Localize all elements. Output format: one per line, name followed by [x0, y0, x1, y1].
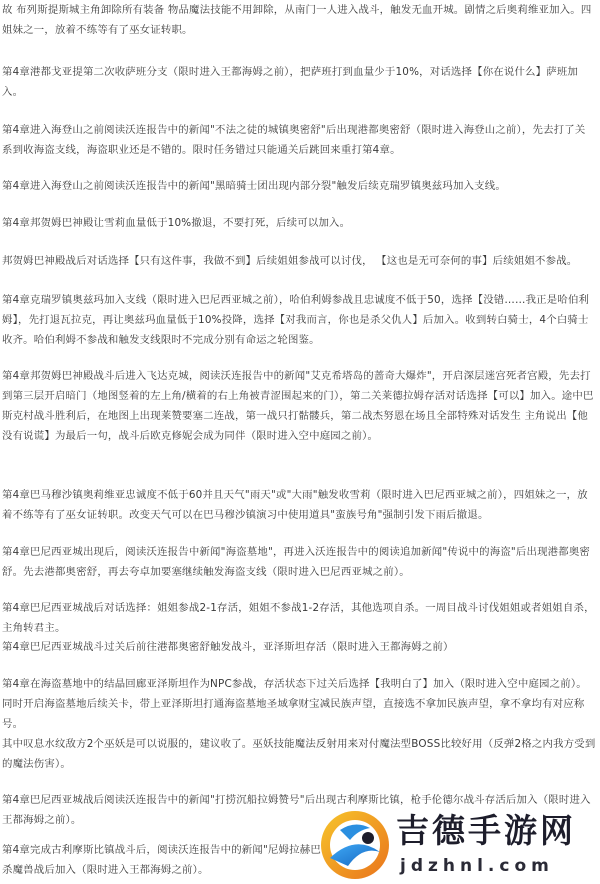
paragraph-15: 第4章完成古利摩斯比镇战斗后，阅读沃连报告中的新闻"尼姆拉赫巴 杀魔兽战后加入（限时进入王都海姆之前）。 — [2, 844, 321, 876]
paragraph-10: 第4章巴尼西亚城出现后，阅读沃连报告中新闻"海盗墓地"，再进入沃连报告中的阅读追加新闻"传说中的海盗"后出现港都奥密舒。先去港都奥密舒，再去夸卓加要塞继续触发海盗支线（限时进入巴尼西亚城之前）。 — [2, 546, 591, 578]
paragraph-11: 第4章巴尼西亚城战后对话选择：姐姐参战2-1存活，姐姐不参战1-2存活，其他选项自杀。一周目战斗讨伐姐姐或者姐姐自杀，主角转君主。 — [2, 602, 595, 634]
paragraph-8: 第4章邦贺姆巴神殿战斗后进入飞达克城，阅读沃连报告中的新闻"艾克希塔岛的蔷奇大爆炸"，开启深层迷宫死者宫殿，先去打到第三层开启暗门（地图竖着的左上角/横着的右上角被青涩围起来的门），第二关莱德拉姆存活对话选择【可以】加入。途中巴斯克村战斗胜利后，在地图上出现莱赞要塞二连战，第一战只打骷髅兵，第二战杰努恩在场且全部特殊对话发生 主角说出【他没有说谎】为最后一句，战斗后欧克修妮会成为同伴（限时进入空中庭园之前）。 — [2, 370, 594, 442]
paragraph-12: 第4章巴尼西亚城战斗过关后前往港都奥密舒触发战斗，亚泽斯坦存活（限时进入王都海姆之前） — [2, 641, 454, 653]
paragraph-3: 第4章进入海登山之前阅读沃连报告中的新闻"不法之徒的城镇奥密舒"后出现港都奥密舒（限时进入海登山之前），先去打了关系到收海盗支线，海盗职业还是不错的。限时任务错过只能通关后跳回来重打第4章。 — [2, 124, 586, 156]
paragraph-6: 邦贺姆巴神殿战后对话选择【只有这件事，我做不到】后续姐姐参战可以讨伐， 【这也是无可奈何的事】后续姐姐不参战。 — [2, 255, 578, 267]
paragraph-7: 第4章克瑞罗镇奥兹玛加入支线（限时进入巴尼西亚城之前），哈伯利姆参战且忠诚度不低于50，选择【没错……我正是哈伯利姆】，先打退瓦拉克，再让奥兹玛血量低于10%投降，选择【对我而言，你也是杀父仇人】后加入。收到转白骑士，4个白骑士收齐。哈伯利姆不参战和触发支线限时不完成分别有命运之轮图鉴。 — [2, 294, 590, 346]
paragraph-9: 第4章巴马穆沙镇奥莉维亚忠诚度不低于60并且天气"雨天"或"大雨"触发收雪莉（限时进入巴尼西亚城之前），四姐妹之一，放着不练等有了巫女证转职。改变天气可以在巴马穆沙镇演习中使用道具"蛮族号角"强制引发下雨后撤退。 — [2, 489, 588, 521]
paragraph-13: 第4章在海盗墓地中的结晶回廊亚泽斯坦作为NPC参战，存活状态下过关后选择【我明白了】加入（限时进入空中庭园之前）。同时开启海盗墓地后续关卡，带上亚泽斯坦打通海盗墓地圣域拿财宝减民族声望，直接选不拿加民族声望，拿不拿均有对应称号。 其中叹息水纹敌方2个巫妖是可以说服的，建议收了。巫妖技能魔法反射用来对付魔法型BOSS比较好用（反弹2格之内我方受到的魔法伤害）。 — [2, 678, 596, 770]
paragraph-4: 第4章进入海登山之前阅读沃连报告中的新闻"黑暗骑士团出现内部分裂"触发后续克瑞罗镇奥兹玛加入支线。 — [2, 180, 506, 192]
watermark-url: jdzhnl.com — [400, 856, 554, 876]
watermark-site-name: 吉德手游网 — [396, 811, 576, 850]
paragraph-2: 第4章港都戈亚提第二次收萨班分支（限时进入王都海姆之前），把萨班打到血量少于10%，对话选择【你在说什么】萨班加入。 — [2, 66, 579, 98]
paragraph-14: 第4章巴尼西亚城战后阅读沃连报告中的新闻"打捞沉船拉姆赞号"后出现古利摩斯比镇，枪手伦德尔战斗存活后加入（限时进入王都海姆之前）。 — [2, 794, 591, 826]
site-watermark — [318, 806, 600, 884]
jide-logo-icon — [318, 808, 392, 882]
paragraph-1: 故 布列斯提斯城主角卸除所有装备 物品魔法技能不用卸除，从南门一人进入战斗，触发无血开城。剧情之后奥莉维亚加入。四姐妹之一，放着不练等有了巫女证转职。 — [2, 4, 592, 36]
paragraph-5: 第4章邦贺姆巴神殿让雪莉血量低于10%撤退，不要打死，后续可以加入。 — [2, 217, 351, 229]
